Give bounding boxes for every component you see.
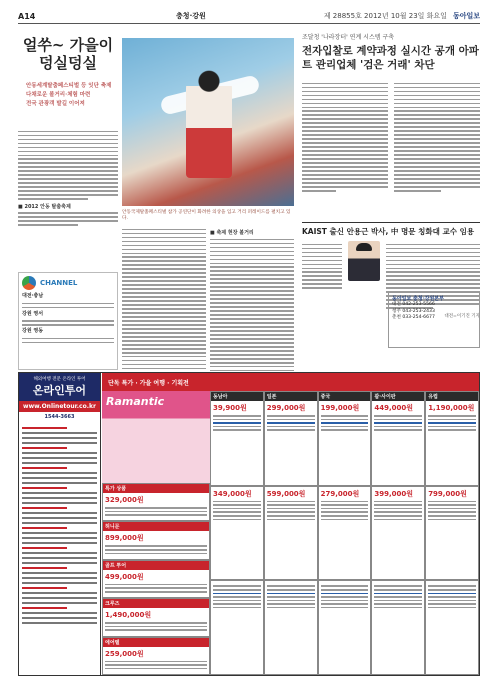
ad-cell bbox=[371, 580, 425, 675]
article-kicker: 조달청 '나라장터' 연계 시스템 구축 bbox=[302, 34, 395, 41]
ad-price: 199,000원 bbox=[320, 404, 360, 412]
portrait-photo bbox=[348, 241, 380, 281]
festival-subhead: 안동세계탈춤페스티벌 등 잇단 축제 bbox=[26, 83, 112, 89]
weather-region: 강원 영서 bbox=[22, 310, 44, 317]
byline: 대전=이기진 기자 bbox=[444, 314, 480, 320]
ad-cell bbox=[425, 391, 479, 486]
ad-cell bbox=[102, 598, 210, 636]
ad-cell bbox=[264, 580, 318, 675]
photo-caption: 안동국제탈춤페스티벌 참가 공연단이 화려한 의상을 입고 거리 퍼레이드를 펼치고 있다. bbox=[122, 210, 291, 221]
article-body bbox=[18, 128, 118, 228]
ad-price: 259,000원 bbox=[105, 649, 144, 658]
ad-cell-head: 괌·사이판 bbox=[372, 392, 424, 401]
ad-price: 899,000원 bbox=[105, 534, 144, 543]
ad-cell bbox=[102, 637, 210, 675]
ad-cell bbox=[425, 486, 479, 581]
ad-price: 799,000원 bbox=[428, 489, 467, 498]
ad-price: 299,000원 bbox=[266, 404, 306, 412]
festival-subhead: 다채로운 볼거리·체험 마련 bbox=[26, 92, 91, 98]
ad-price: 349,000원 bbox=[213, 489, 252, 498]
ad-price-grid bbox=[210, 391, 479, 675]
festival-subheads bbox=[26, 82, 122, 109]
page-number: A14 bbox=[18, 12, 36, 21]
ad-price: 599,000원 bbox=[266, 489, 306, 498]
ad-brand-tagline: 해외여행 전문 온라인 투어 bbox=[33, 377, 86, 382]
ad-cell-head: 중국 bbox=[319, 392, 371, 401]
ad-price: 329,000원 bbox=[105, 496, 144, 504]
bureau-line: 대전 042-253-5566 bbox=[392, 302, 435, 308]
festival-photo bbox=[122, 38, 294, 206]
ad-cell-head: 골프 투어 bbox=[103, 561, 209, 570]
ad-top-banner: 단독 특가 · 가을 여행 · 기획전 bbox=[102, 373, 479, 391]
ad-brand bbox=[19, 373, 100, 401]
ad-feature-text: Ramantic bbox=[106, 395, 165, 408]
article-body bbox=[394, 80, 480, 194]
ad-cell bbox=[318, 580, 372, 675]
page-header bbox=[18, 10, 480, 24]
ad-cell bbox=[102, 483, 210, 521]
article-headline: 전자입찰로 계약과정 실시간 공개 아파트 관리업체 '검은 거래' 차단 bbox=[302, 45, 479, 71]
ad-cell-head: 에어텔 bbox=[103, 638, 209, 647]
ad-phone: 1544-3663 bbox=[44, 414, 75, 420]
article-headline: KAIST 출신 안용근 박사, 中 명문 칭화대 교수 임용 bbox=[302, 222, 480, 237]
ad-cell bbox=[210, 580, 264, 675]
travel-advertisement bbox=[18, 372, 480, 676]
section-heading: ■ 2012 안동 탈춤축제 bbox=[18, 203, 71, 210]
ad-price: 499,000원 bbox=[105, 572, 144, 581]
ad-cell bbox=[371, 486, 425, 581]
ad-cell-head: 특가 상품 bbox=[103, 484, 209, 493]
article-body bbox=[302, 241, 342, 311]
ad-cell bbox=[318, 486, 372, 581]
ad-cell bbox=[264, 391, 318, 486]
festival-headline: 얼쑤~ 가을이 덩실덩실 bbox=[22, 36, 114, 72]
festival-subhead: 전국 관광객 발길 이어져 bbox=[26, 101, 85, 107]
bureau-line: 청주 043-253-2433 bbox=[392, 308, 435, 314]
weather-info bbox=[22, 293, 114, 343]
ad-cell bbox=[318, 391, 372, 486]
ad-price: 449,000원 bbox=[374, 404, 414, 412]
ad-cell bbox=[102, 521, 210, 559]
bureau-line: 춘천 033-254-6677 bbox=[392, 315, 435, 321]
festival-article bbox=[18, 28, 294, 288]
section-title: 충청·강원 bbox=[176, 12, 206, 20]
ad-lower-listings bbox=[102, 483, 210, 675]
issue-info: 제 28855호 2012년 10월 23일 화요일 bbox=[323, 12, 447, 20]
weather-region: 강원 영동 bbox=[22, 328, 44, 335]
channel-logo-text: CHANNEL bbox=[40, 279, 78, 287]
bureau-contact-box bbox=[388, 292, 480, 348]
ad-cell-head: 허니문 bbox=[103, 522, 209, 531]
channel-logo-icon bbox=[22, 276, 36, 290]
weather-region: 대전·충남 bbox=[22, 293, 44, 299]
section-heading: ■ 축제 현장 볼거리 bbox=[210, 230, 254, 236]
ad-price: 39,900원 bbox=[213, 404, 247, 412]
ad-cell-head: 크루즈 bbox=[103, 599, 209, 608]
paper-name: 동아일보 bbox=[452, 12, 480, 20]
ad-brand-column bbox=[19, 373, 101, 675]
ad-listing bbox=[19, 422, 100, 629]
ad-cell bbox=[425, 580, 479, 675]
ad-price: 1,490,000원 bbox=[105, 611, 152, 620]
ad-cell bbox=[210, 486, 264, 581]
ad-price: 279,000원 bbox=[320, 489, 360, 498]
article-body bbox=[302, 80, 388, 194]
dancer-figure bbox=[186, 68, 232, 178]
channel-logo bbox=[22, 276, 114, 290]
ad-price: 1,190,000원 bbox=[428, 404, 475, 412]
bureau-title: 동아일보 충청·강원본부 bbox=[392, 296, 444, 302]
ad-cell bbox=[210, 391, 264, 486]
ad-cell bbox=[102, 560, 210, 598]
ad-cell bbox=[371, 391, 425, 486]
ad-cell-head: 일본 bbox=[265, 392, 317, 401]
ad-cell bbox=[264, 486, 318, 581]
ad-feature-banner bbox=[102, 391, 210, 483]
ad-url[interactable]: www.Onlinetour.co.kr bbox=[19, 401, 100, 412]
ad-cell-head: 동남아 bbox=[211, 392, 263, 401]
article-body bbox=[122, 226, 206, 396]
apartment-article bbox=[302, 28, 480, 194]
ad-brand-name: 온라인투어 bbox=[32, 384, 87, 397]
ad-price: 399,000원 bbox=[374, 489, 414, 498]
ad-cell-head: 유럽 bbox=[426, 392, 478, 401]
weather-box bbox=[18, 272, 118, 370]
